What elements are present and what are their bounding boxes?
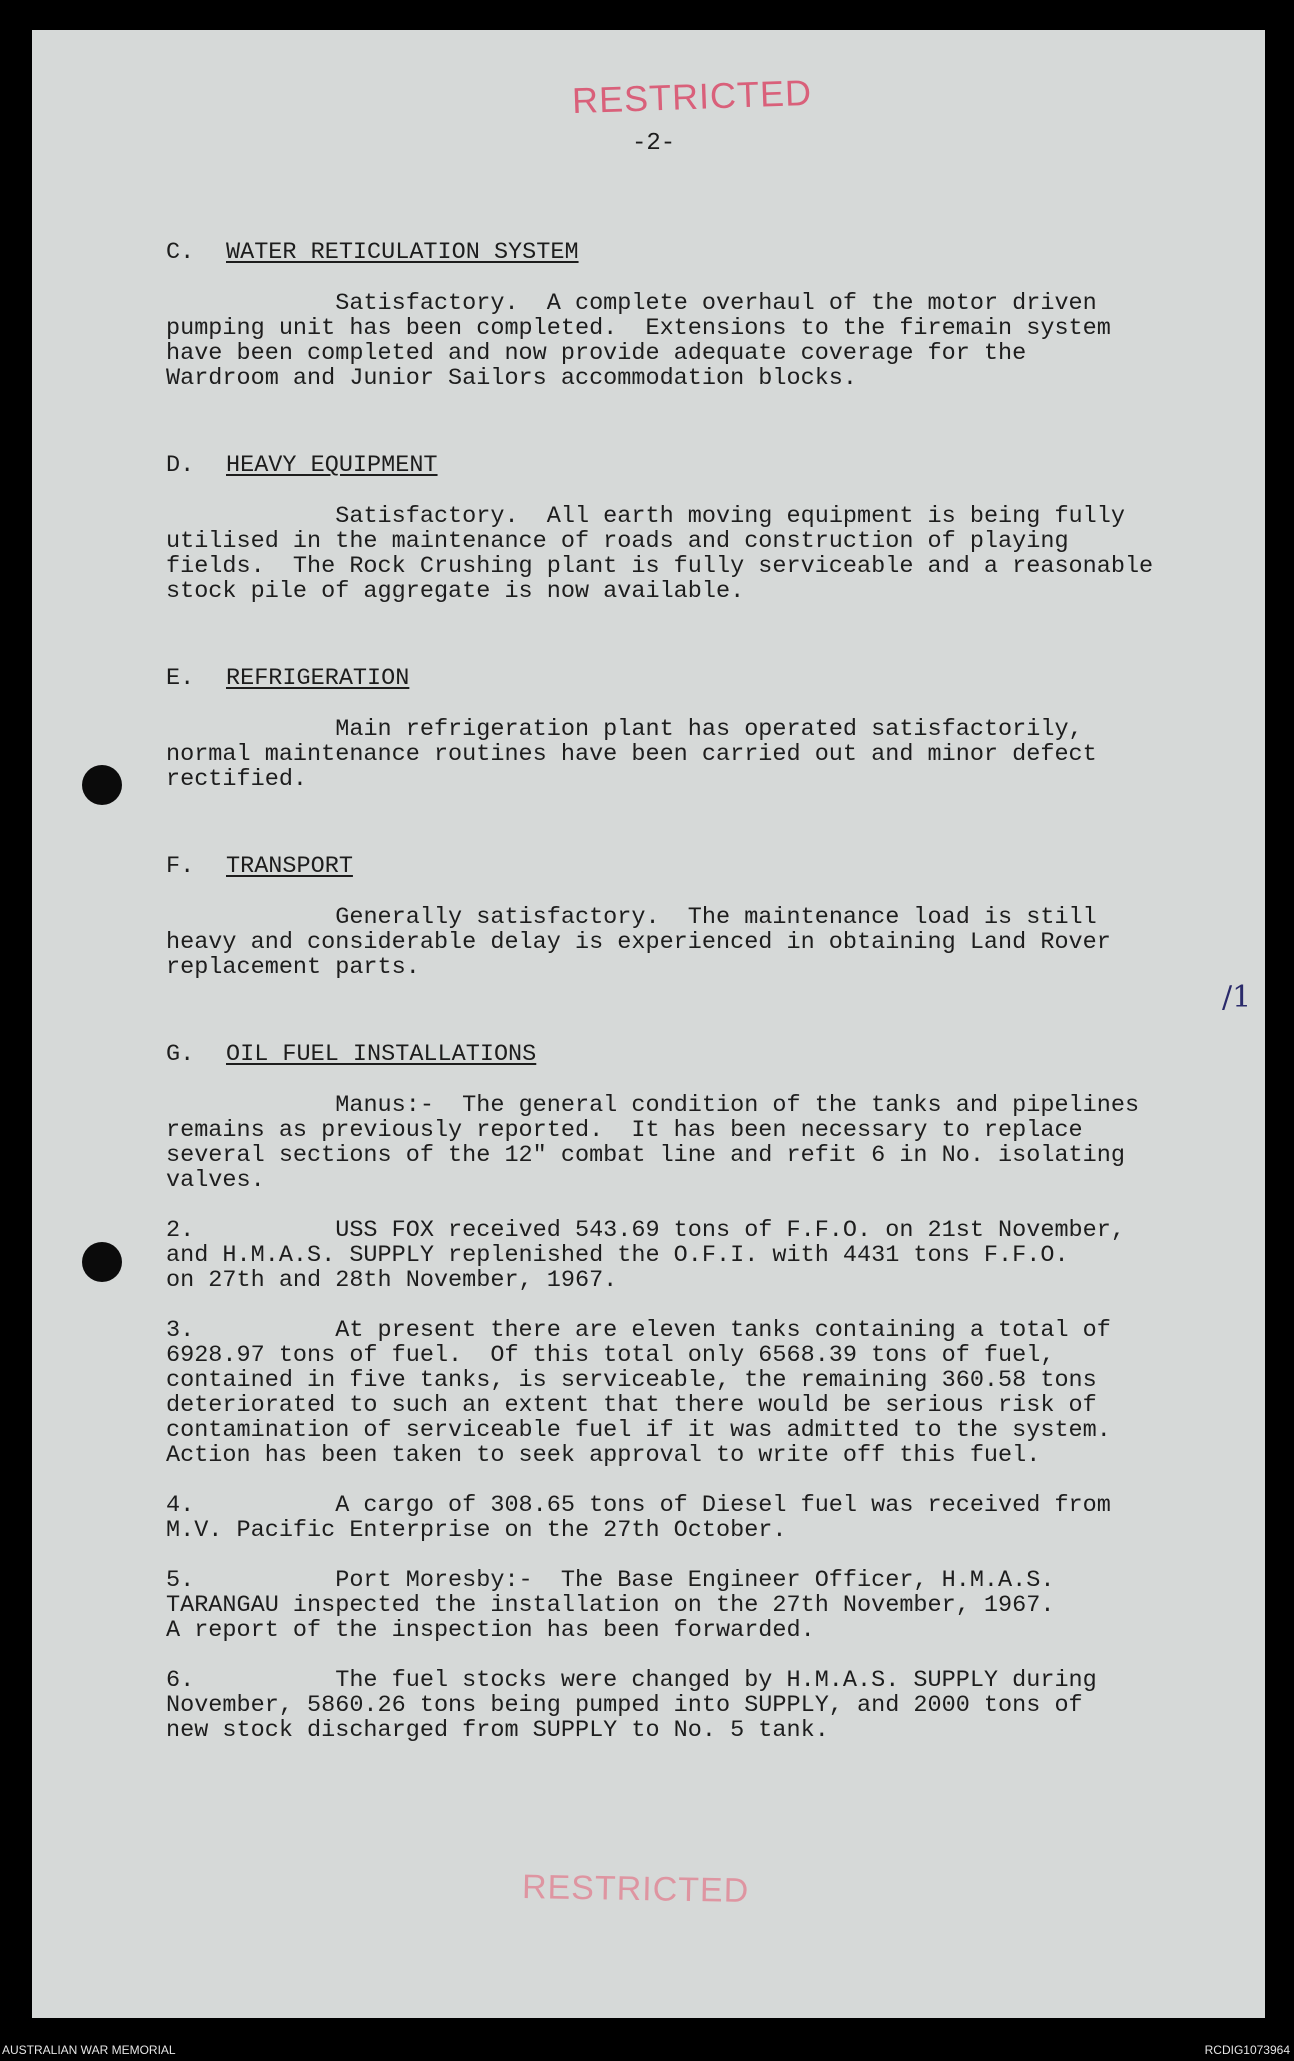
restricted-stamp-bottom: RESTRICTED [521,1868,750,1910]
section-title: OIL FUEL INSTALLATIONS [226,1041,537,1068]
handwritten-mark: /1 [1222,980,1252,1015]
section-heading [166,240,1256,265]
paragraph: Generally satisfactory. The maintenance load is still heavy and considerable delay is experienced in obtaining Land Rover replacement parts. [166,904,1111,981]
paragraph: 5. Port Moresby:- The Base Engineer Officer, H.M.A.S. TARANGAU inspected the installation on the 27th November, 1967. A report of the inspection has been forwarded. [166,1567,1055,1644]
paragraph: Main refrigeration plant has operated satisfactorily, normal maintenance routines have been carried out and minor defect rectified. [166,716,1097,793]
punch-hole [82,1242,122,1282]
section-heading [166,453,1256,478]
section-letter: C. [166,239,195,266]
restricted-stamp-top: RESTRICTED [571,71,813,122]
section-title: REFRIGERATION [226,665,410,692]
section-heavy-equipment [166,453,1256,604]
section-heading [166,1042,1256,1067]
section-letter: E. [166,665,195,692]
document-page [32,30,1265,2018]
section-title: TRANSPORT [226,853,353,880]
punch-hole [82,765,122,805]
section-letter: G. [166,1041,195,1068]
section-refrigeration [166,666,1256,792]
section-transport [166,854,1256,980]
paragraph: 6. The fuel stocks were changed by H.M.A.S. SUPPLY during November, 5860.26 tons being pumped into SUPPLY, and 2000 tons of new stock discharged from SUPPLY to No. 5 tank. [166,1667,1097,1744]
footer-record-id: RCDIG1073964 [1204,2043,1290,2057]
document-body [166,240,1256,1805]
section-heading [166,666,1256,691]
paragraph: Manus:- The general condition of the tanks and pipelines remains as previously reported. It has been necessary to replace several sections of the 12" combat line and refit 6 in No. isolating valves. [166,1092,1140,1194]
paragraph: Satisfactory. A complete overhaul of the motor driven pumping unit has been completed. Extensions to the firemain system have been completed and now provide adequate coverage for the Wardroom and Junior Sailors accommodation blocks. [166,290,1111,392]
section-heading [166,854,1256,879]
paragraph: 2. USS FOX received 543.69 tons of F.F.O. on 21st November, and H.M.A.S. SUPPLY replenished the O.F.I. with 4431 tons F.F.O. on 27th and 28th November, 1967. [166,1217,1125,1294]
footer-archive-name: AUSTRALIAN WAR MEMORIAL [2,2043,176,2057]
section-oil-fuel-installations [166,1042,1256,1743]
paragraph: 3. At present there are eleven tanks containing a total of 6928.97 tons of fuel. Of this total only 6568.39 tons of fuel, contained in five tanks, is serviceable, the remaining 360.58 tons deteriorated to such an extent that there would be serious risk of contamination of serviceable fuel if it was admitted to the system. Action has been taken to seek approval to write off this fuel. [166,1317,1111,1469]
paragraph: Satisfactory. All earth moving equipment is being fully utilised in the maintenance of roads and construction of playing fields. The Rock Crushing plant is fully serviceable and a reasonable stock pile of aggregate is now available. [166,503,1154,605]
paragraph: 4. A cargo of 308.65 tons of Diesel fuel was received from M.V. Pacific Enterprise on the 27th October. [166,1492,1111,1544]
section-title: WATER RETICULATION SYSTEM [226,239,579,266]
section-water-reticulation [166,240,1256,391]
page-number: -2- [632,130,676,157]
section-letter: D. [166,452,195,479]
section-title: HEAVY EQUIPMENT [226,452,438,479]
section-letter: F. [166,853,195,880]
